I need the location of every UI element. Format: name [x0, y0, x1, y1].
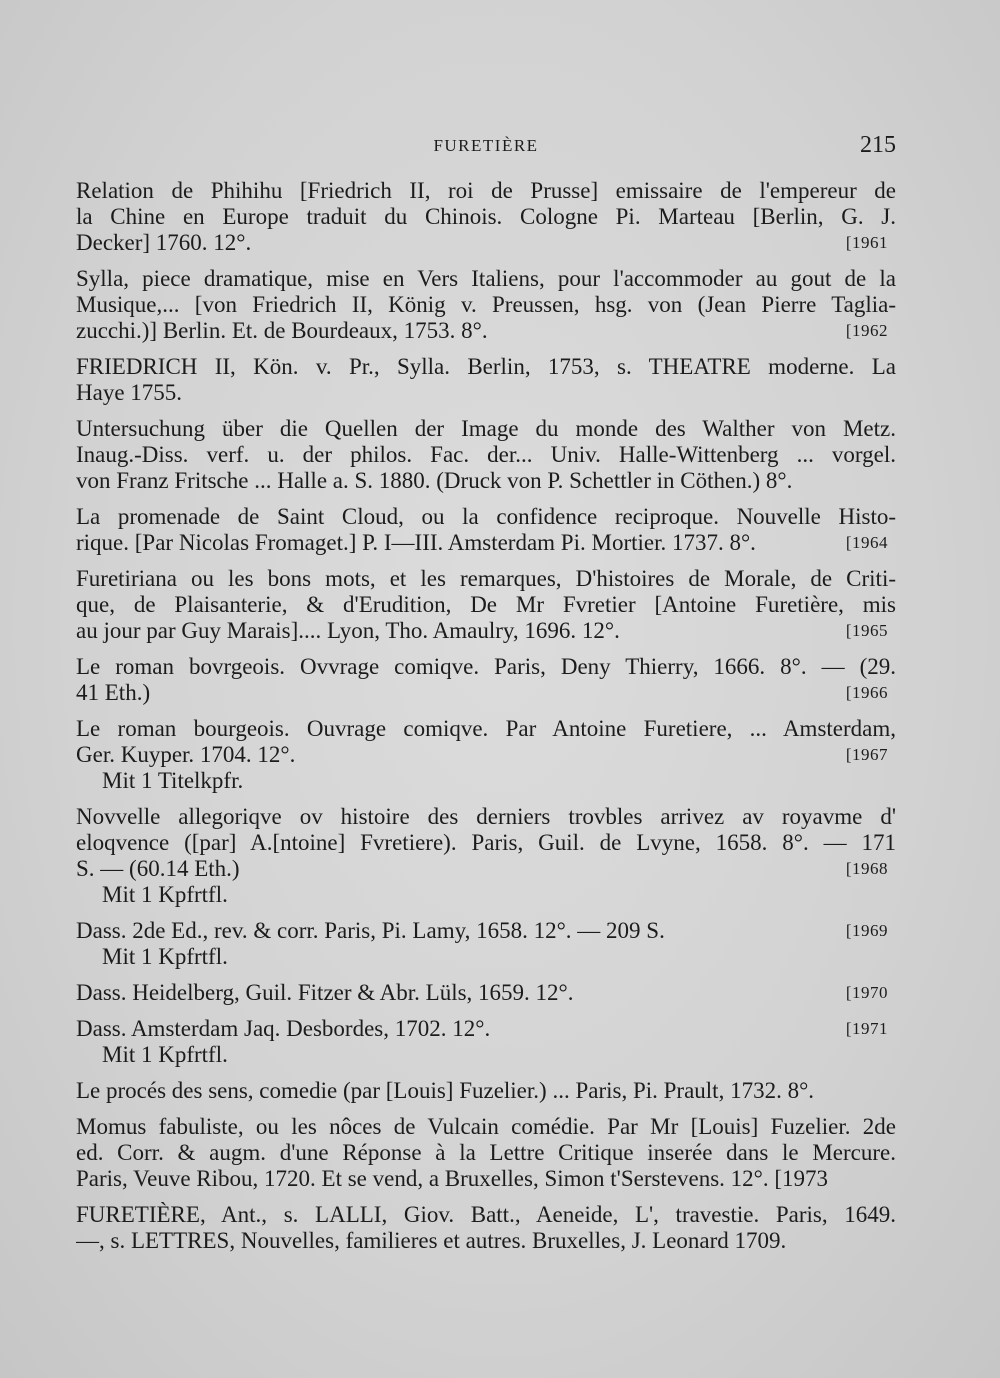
entry-text: Dass. 2de Ed., rev. & corr. Paris, Pi. Lamy, 1658. 12°. — 209 S. [76, 918, 665, 943]
entry-line [76, 592, 896, 618]
entry-text: Mit 1 Kpfrtfl. [102, 944, 228, 969]
entry-line [76, 944, 896, 970]
bibliography-entry [76, 504, 896, 556]
entry-line [76, 618, 896, 644]
entry-line [76, 654, 896, 680]
bibliography-entry [76, 1114, 896, 1192]
entry-line [76, 204, 896, 230]
entry-text: Musique,... [von Friedrich II, König v. Preussen, hsg. von (Jean Pierre Taglia- [76, 292, 896, 317]
entry-number: [1964 [845, 533, 888, 552]
entry-line [76, 442, 896, 468]
entry-line [76, 1016, 896, 1042]
bibliography-entry [76, 980, 896, 1006]
entry-text: FURETIÈRE, Ant., s. LALLI, Giov. Batt., Aeneide, L', travestie. Paris, 1649. [76, 1202, 896, 1227]
entry-text: au jour par Guy Marais].... Lyon, Tho. Amaulry, 1696. 12°. [76, 618, 620, 643]
entry-line [76, 980, 896, 1006]
entry-text: von Franz Fritsche ... Halle a. S. 1880. (Druck von P. Schettler in Cöthen.) 8°. [76, 468, 793, 493]
entry-line [76, 1140, 896, 1166]
entry-line [76, 1114, 896, 1140]
bibliography-entry [76, 266, 896, 344]
bibliography-entry [76, 654, 896, 706]
entry-text: Sylla, piece dramatique, mise en Vers Italiens, pour l'accommoder au gout de la [76, 266, 896, 291]
entry-line [76, 468, 896, 494]
entry-text: ed. Corr. & augm. d'une Réponse à la Lettre Critique inserée dans le Mercure. [76, 1140, 896, 1165]
entry-text: que, de Plaisanterie, & d'Erudition, De Mr Fvretier [Antoine Furetière, mis [76, 592, 896, 617]
entry-line [76, 1078, 896, 1104]
entry-number: [1961 [845, 233, 888, 252]
entry-text: Relation de Phihihu [Friedrich II, roi de Prusse] emissaire de l'empereur de [76, 178, 896, 203]
entry-line [76, 1228, 896, 1254]
entry-number: [1965 [845, 621, 888, 640]
entry-text: Dass. Amsterdam Jaq. Desbordes, 1702. 12°. [76, 1016, 491, 1041]
entry-text: Paris, Veuve Ribou, 1720. Et se vend, a Bruxelles, Simon t'Serstevens. 12°. [1973 [76, 1166, 829, 1191]
entry-text: Le roman bovrgeois. Ovvrage comiqve. Paris, Deny Thierry, 1666. 8°. — (29. [76, 654, 896, 679]
entry-line [76, 882, 896, 908]
entry-number: [1971 [845, 1019, 888, 1038]
bibliography-entry [76, 566, 896, 644]
entry-text: Furetiriana ou les bons mots, et les remarques, D'histoires de Morale, de Criti- [76, 566, 896, 591]
bibliography-entry [76, 918, 896, 970]
entry-line [76, 918, 896, 944]
entry-text: Mit 1 Titelkpfr. [102, 768, 244, 793]
entry-number: [1968 [845, 859, 888, 878]
entry-text: Haye 1755. [76, 380, 183, 405]
entry-number: [1966 [845, 683, 888, 702]
entry-text: Mit 1 Kpfrtfl. [102, 882, 228, 907]
entry-text: Dass. Heidelberg, Guil. Fitzer & Abr. Lüls, 1659. 12°. [76, 980, 574, 1005]
bibliography-entry [76, 1078, 896, 1104]
entry-text: 41 Eth.) [76, 680, 151, 705]
entry-line [76, 742, 896, 768]
entry-line [76, 680, 896, 706]
entry-line [76, 1202, 896, 1228]
entry-number: [1962 [845, 321, 888, 340]
entry-text: Decker] 1760. 12°. [76, 230, 252, 255]
entry-line [76, 416, 896, 442]
entry-text: Mit 1 Kpfrtfl. [102, 1042, 228, 1067]
entry-line [76, 318, 896, 344]
entry-line [76, 856, 896, 882]
entry-line [76, 1166, 896, 1192]
bibliography-entry [76, 416, 896, 494]
header-title: FURETIÈRE [433, 136, 539, 155]
entry-text: la Chine en Europe traduit du Chinois. Cologne Pi. Marteau [Berlin, G. J. [76, 204, 896, 229]
entry-line [76, 266, 896, 292]
entry-line [76, 716, 896, 742]
entry-text: Le procés des sens, comedie (par [Louis] Fuzelier.) ... Paris, Pi. Prault, 1732. 8°. [76, 1078, 815, 1103]
bibliography-entry [76, 804, 896, 908]
entry-line [76, 768, 896, 794]
entry-text: Inaug.-Diss. verf. u. der philos. Fac. der... Univ. Halle-Wittenberg ... vorgel. [76, 442, 896, 467]
entry-text: Untersuchung über die Quellen der Image du monde des Walther von Metz. [76, 416, 896, 441]
entry-text: Momus fabuliste, ou les nôces de Vulcain comédie. Par Mr [Louis] Fuzelier. 2de [76, 1114, 896, 1139]
bibliography-entry [76, 1016, 896, 1068]
entry-text: Ger. Kuyper. 1704. 12°. [76, 742, 296, 767]
entry-line [76, 178, 896, 204]
entry-text: eloqvence ([par] A.[ntoine] Fvretiere). Paris, Guil. de Lvyne, 1658. 8°. — 171 [76, 830, 896, 855]
entry-text: —, s. LETTRES, Nouvelles, familieres et autres. Bruxelles, J. Leonard 1709. [76, 1228, 787, 1253]
entry-text: Le roman bourgeois. Ouvrage comiqve. Par Antoine Furetiere, ... Amsterdam, [76, 716, 896, 741]
page-number: 215 [860, 132, 896, 158]
entry-text: zucchi.)] Berlin. Et. de Bourdeaux, 1753. 8°. [76, 318, 488, 343]
entry-line [76, 354, 896, 380]
entry-text: rique. [Par Nicolas Fromaget.] P. I—III. Amsterdam Pi. Mortier. 1737. 8°. [76, 530, 756, 555]
entry-text: S. — (60.14 Eth.) [76, 856, 240, 881]
bibliography-entry [76, 716, 896, 794]
entry-text: Novvelle allegoriqve ov histoire des derniers trovbles arrivez av royavme d' [76, 804, 896, 829]
entry-line [76, 292, 896, 318]
bibliography-entry [76, 178, 896, 256]
entry-number: [1967 [845, 745, 888, 764]
entry-text: FRIEDRICH II, Kön. v. Pr., Sylla. Berlin, 1753, s. THEATRE moderne. La [76, 354, 896, 379]
entry-line [76, 230, 896, 256]
entry-line [76, 804, 896, 830]
entry-line [76, 566, 896, 592]
entry-number: [1970 [845, 983, 888, 1002]
bibliography-entry [76, 354, 896, 406]
entry-line [76, 530, 896, 556]
entry-text: La promenade de Saint Cloud, ou la confidence reciproque. Nouvelle Histo- [76, 504, 896, 529]
bibliography-entry [76, 1202, 896, 1254]
running-header [76, 132, 896, 166]
entry-line [76, 380, 896, 406]
entry-line [76, 830, 896, 856]
entry-number: [1969 [845, 921, 888, 940]
entry-line [76, 1042, 896, 1068]
bibliography-entries [76, 178, 896, 1264]
entry-line [76, 504, 896, 530]
